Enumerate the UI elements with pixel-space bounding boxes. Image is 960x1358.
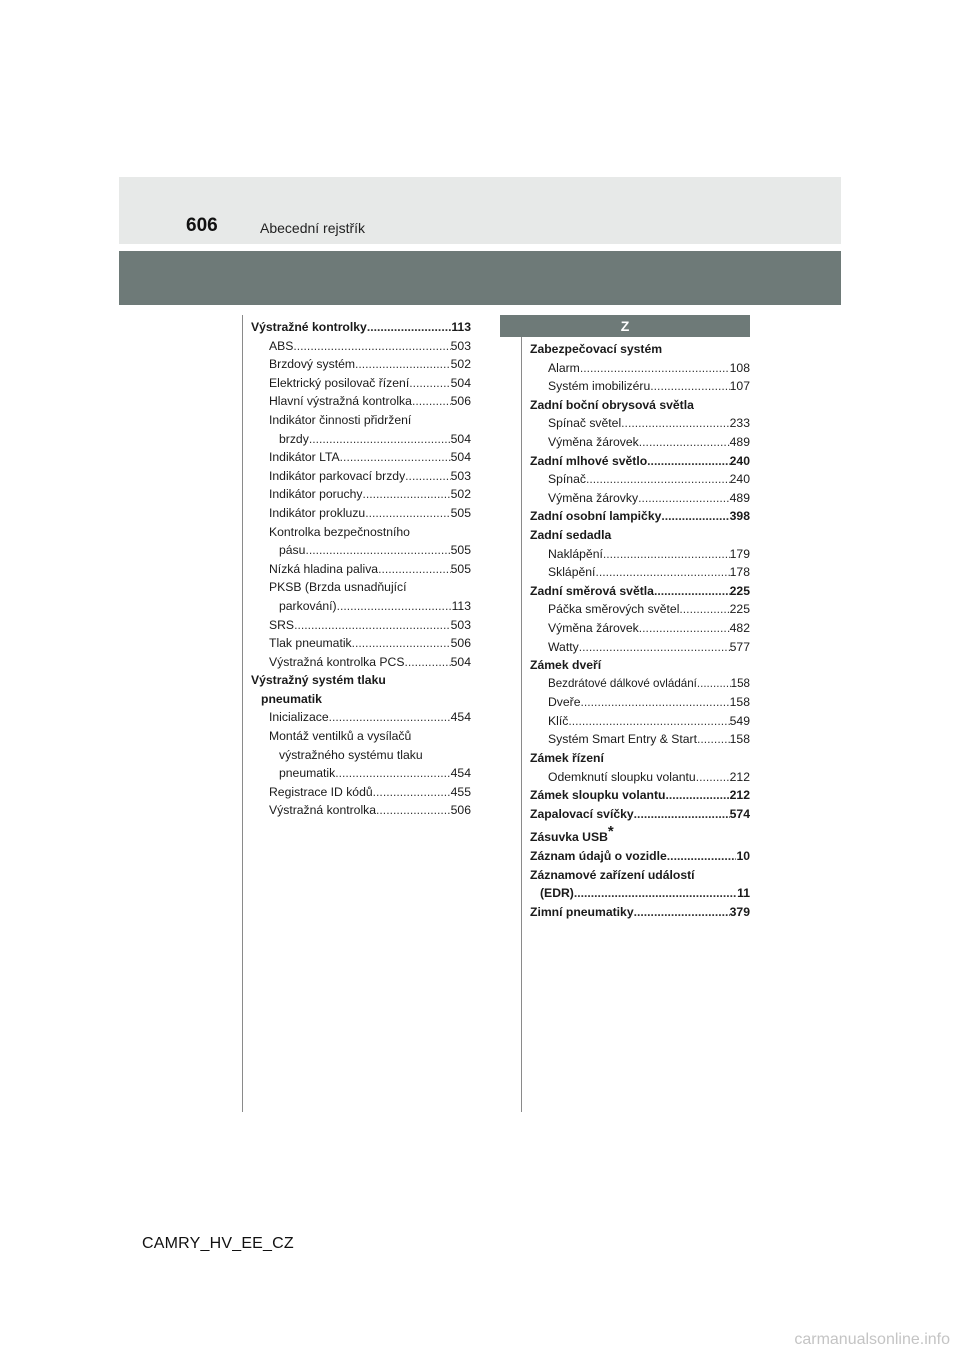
index-entry <box>530 507 750 526</box>
index-entry-label: pásu <box>279 543 306 558</box>
index-entry-page: 113 <box>451 320 471 334</box>
index-entry-label: Zadní osobní lampičky <box>530 509 662 524</box>
index-entry <box>251 541 471 560</box>
index-entry-page: 455 <box>450 784 471 799</box>
index-entry-label: Registrace ID kódů <box>269 784 373 799</box>
index-heading <box>251 746 471 765</box>
dot-leader <box>574 884 737 903</box>
dot-leader <box>309 430 451 449</box>
index-entry-label: Zadní mlhové světlo <box>530 453 648 468</box>
index-entry-label: Nízká hladina paliva <box>269 561 379 576</box>
index-heading-label: Indikátor činnosti přidržení <box>269 412 412 427</box>
index-entry-label: Indikátor poruchy <box>269 487 363 502</box>
index-entry <box>530 619 750 638</box>
dot-leader <box>340 448 451 467</box>
dot-leader <box>634 903 730 922</box>
index-column-right <box>530 340 750 921</box>
index-entry-page: 11 <box>737 886 750 901</box>
dot-leader <box>329 708 451 727</box>
index-entry-page: 504 <box>450 450 471 465</box>
index-heading-label: výstražného systému tlaku <box>279 747 423 762</box>
dot-leader <box>679 600 729 619</box>
dot-leader <box>621 414 729 433</box>
dot-leader <box>650 377 729 396</box>
index-entry <box>251 764 471 783</box>
index-entry-page: 502 <box>450 487 471 502</box>
index-entry-page: 178 <box>729 565 750 580</box>
index-entry-page: 113 <box>451 598 471 613</box>
index-heading <box>251 523 471 542</box>
index-entry-page: 505 <box>450 543 471 558</box>
index-entry-label: (EDR) <box>540 886 574 901</box>
index-heading-label: pneumatik <box>261 691 322 706</box>
dot-leader <box>634 805 730 824</box>
index-entry-label: Alarm <box>548 360 580 375</box>
index-entry <box>251 653 471 672</box>
index-entry <box>530 489 750 508</box>
dot-leader <box>355 355 451 374</box>
dot-leader <box>363 485 451 504</box>
index-heading <box>530 656 750 675</box>
index-heading-label: Montáž ventilků a vysílačů <box>269 729 412 744</box>
dot-leader <box>365 504 450 523</box>
header-band <box>119 177 841 244</box>
index-entry-label: Výměna žárovky <box>548 490 639 505</box>
index-entry-label: Indikátor prokluzu <box>269 505 366 520</box>
dot-leader <box>579 638 730 657</box>
index-entry-label: ABS <box>269 338 294 353</box>
index-entry-label: Zapalovací svíčky <box>530 806 634 821</box>
left-column-rule <box>242 315 243 1112</box>
index-entry <box>251 467 471 486</box>
index-entry-page: 158 <box>729 695 750 710</box>
index-entry-page: 158 <box>730 676 750 690</box>
index-entry-label: Dveře <box>548 695 581 710</box>
index-entry-page: 454 <box>450 766 471 781</box>
index-entry-page: 505 <box>450 505 471 520</box>
index-entry-label: Brzdový systém <box>269 357 356 372</box>
index-entry-page: 225 <box>729 602 750 617</box>
index-entry <box>530 786 750 805</box>
index-entry-label: Výstražná kontrolka <box>269 803 377 818</box>
dot-leader <box>586 470 730 489</box>
index-entry <box>530 433 750 452</box>
index-entry-page: 108 <box>729 360 750 375</box>
index-entry-label: pneumatik <box>279 766 336 781</box>
index-entry <box>251 448 471 467</box>
index-entry-label: Páčka směrových světel <box>548 602 680 617</box>
index-entry-label: Naklápění <box>548 546 603 561</box>
index-entry-page: 454 <box>450 710 471 725</box>
dot-leader <box>378 560 451 579</box>
section-title: Abecední rejstřík <box>260 220 366 236</box>
index-entry <box>251 430 471 449</box>
index-heading <box>530 749 750 768</box>
index-entry <box>530 693 750 712</box>
dot-leader <box>294 616 451 635</box>
index-entry <box>530 452 750 471</box>
index-entry <box>530 903 750 922</box>
index-entry <box>530 414 750 433</box>
index-entry-page: 503 <box>450 338 471 353</box>
index-entry <box>251 634 471 653</box>
index-entry-page: 549 <box>729 713 750 728</box>
index-entry <box>251 392 471 411</box>
index-heading-label: Záznamové zařízení událostí <box>530 867 695 882</box>
index-entry-page: 506 <box>450 636 471 651</box>
index-entry-label: Klíč <box>548 713 569 728</box>
index-entry-label: Watty <box>548 639 579 654</box>
index-entry-page: 502 <box>450 357 471 372</box>
index-entry <box>251 801 471 820</box>
index-entry <box>530 768 750 787</box>
index-entry <box>530 638 750 657</box>
index-entry-label: Spínač světel <box>548 416 622 431</box>
index-entry-page: 158 <box>729 732 750 747</box>
index-heading-label: Zadní boční obrysová světla <box>530 397 694 412</box>
index-entry-page: 240 <box>729 453 750 468</box>
index-entry-page: 212 <box>729 769 750 784</box>
index-entry-page: 506 <box>450 803 471 818</box>
index-entry-page: 506 <box>450 394 471 409</box>
index-entry <box>251 783 471 802</box>
dot-leader <box>293 337 450 356</box>
index-entry-label: brzdy <box>279 431 309 446</box>
dot-leader <box>639 619 730 638</box>
index-heading <box>251 671 471 690</box>
index-entry-label: Hlavní výstražná kontrolka <box>269 394 412 409</box>
index-entry-label: parkování) <box>279 598 337 613</box>
index-entry <box>251 708 471 727</box>
index-entry-label: Inicializace <box>269 710 329 725</box>
dot-leader <box>367 318 452 337</box>
dot-leader <box>697 730 730 749</box>
index-entry <box>251 318 471 337</box>
index-entry-page: 379 <box>729 904 750 919</box>
index-heading <box>530 823 750 847</box>
index-entry <box>530 377 750 396</box>
dot-leader <box>581 693 730 712</box>
index-heading <box>251 411 471 430</box>
dot-leader <box>352 634 451 653</box>
index-entry <box>251 374 471 393</box>
index-heading-label: Zámek dveří <box>530 658 602 673</box>
index-heading <box>251 578 471 597</box>
dot-leader <box>697 675 731 694</box>
index-entry <box>530 563 750 582</box>
index-entry <box>251 337 471 356</box>
index-heading <box>530 396 750 415</box>
index-entry <box>251 355 471 374</box>
index-entry-label: Zimní pneumatiky <box>530 904 634 919</box>
index-heading-label: PKSB (Brzda usnadňující <box>269 580 407 595</box>
dot-leader <box>639 433 730 452</box>
dot-leader <box>638 489 730 508</box>
index-entry-label: Sklápění <box>548 565 596 580</box>
index-entry-page: 482 <box>729 620 750 635</box>
index-heading-label: Výstražný systém tlaku <box>251 673 386 688</box>
index-entry-label: Indikátor LTA <box>269 450 340 465</box>
index-entry-label: Elektrický posilovač řízení <box>269 375 410 390</box>
dot-leader <box>409 374 450 393</box>
index-entry <box>251 616 471 635</box>
dot-leader <box>373 783 451 802</box>
index-heading-label: Zásuvka USB <box>530 830 608 845</box>
index-entry <box>530 470 750 489</box>
index-entry-page: 233 <box>729 416 750 431</box>
index-entry <box>530 805 750 824</box>
index-entry <box>530 675 750 694</box>
dot-leader <box>404 653 450 672</box>
index-entry <box>530 582 750 601</box>
index-entry <box>530 545 750 564</box>
index-entry-label: Systém Smart Entry & Start <box>548 732 697 747</box>
index-entry-page: 574 <box>729 806 750 821</box>
index-entry-page: 504 <box>450 375 471 390</box>
index-entry-label: Zadní směrová světla <box>530 583 654 598</box>
dot-leader <box>412 392 451 411</box>
dot-leader <box>568 712 729 731</box>
dot-leader <box>580 359 730 378</box>
dot-leader <box>665 786 729 805</box>
index-entry <box>530 712 750 731</box>
index-entry-label: SRS <box>269 617 295 632</box>
dot-leader <box>661 507 729 526</box>
index-heading <box>530 340 750 359</box>
index-entry <box>530 730 750 749</box>
index-entry-page: 505 <box>450 561 471 576</box>
dot-leader <box>376 801 451 820</box>
index-entry-label: Indikátor parkovací brzdy <box>269 468 406 483</box>
index-entry-page: 503 <box>450 468 471 483</box>
dot-leader <box>405 467 450 486</box>
index-entry-label: Odemknutí sloupku volantu <box>548 769 696 784</box>
dot-leader <box>667 847 737 866</box>
index-entry-page: 398 <box>729 509 750 524</box>
footnote-star: * <box>607 823 614 841</box>
index-entry-page: 240 <box>729 472 750 487</box>
index-entry-label: Výstražné kontrolky <box>251 320 367 334</box>
model-code: CAMRY_HV_EE_CZ <box>142 1235 294 1252</box>
page-number: 606 <box>186 215 218 236</box>
index-entry <box>251 504 471 523</box>
watermark: carmanualsonline.info <box>794 1331 950 1348</box>
dot-leader <box>305 541 450 560</box>
index-entry-page: 225 <box>729 583 750 598</box>
index-heading <box>530 866 750 885</box>
index-entry-page: 489 <box>729 434 750 449</box>
index-entry-label: Záznam údajů o vozidle <box>530 849 667 864</box>
dot-leader <box>337 597 452 616</box>
index-entry-page: 179 <box>729 546 750 561</box>
index-entry-label: Výstražná kontrolka PCS <box>269 654 405 669</box>
dot-leader <box>595 563 729 582</box>
section-letter-band: Z <box>500 315 750 337</box>
dot-leader <box>603 545 730 564</box>
index-entry-page: 489 <box>729 490 750 505</box>
index-entry-page: 503 <box>450 617 471 632</box>
index-heading-label: Zabezpečovací systém <box>530 342 663 356</box>
index-entry-label: Zámek sloupku volantu <box>530 788 666 803</box>
index-heading-label: Zadní sedadla <box>530 527 612 542</box>
index-entry-label: Výměna žárovek <box>548 434 639 449</box>
index-entry-page: 504 <box>450 654 471 669</box>
index-entry-page: 212 <box>729 788 750 803</box>
header-dark-band <box>119 251 841 305</box>
index-entry <box>251 597 471 616</box>
index-entry <box>530 847 750 866</box>
index-heading <box>251 690 471 709</box>
index-entry <box>251 560 471 579</box>
index-heading <box>530 526 750 545</box>
index-entry <box>530 600 750 619</box>
index-entry-label: Bezdrátové dálkové ovládání <box>548 676 697 690</box>
index-entry-page: 504 <box>450 431 471 446</box>
index-heading-label: Kontrolka bezpečnostního <box>269 524 410 539</box>
index-column-left <box>251 318 471 820</box>
index-entry-label: Výměna žárovek <box>548 620 639 635</box>
dot-leader <box>647 452 729 471</box>
right-column-rule <box>521 315 522 1112</box>
index-entry-page: 107 <box>729 379 750 394</box>
index-entry-label: Systém imobilizéru <box>548 379 651 394</box>
index-entry <box>530 359 750 378</box>
dot-leader <box>696 768 730 787</box>
index-entry-page: 577 <box>729 639 750 654</box>
dot-leader <box>654 582 730 601</box>
index-entry-label: Spínač <box>548 472 586 487</box>
index-entry-label: Tlak pneumatik <box>269 636 352 651</box>
index-heading-label: Zámek řízení <box>530 751 604 766</box>
index-entry <box>530 884 750 903</box>
index-entry <box>251 485 471 504</box>
index-heading <box>251 727 471 746</box>
dot-leader <box>335 764 450 783</box>
index-entry-page: 10 <box>736 849 750 864</box>
